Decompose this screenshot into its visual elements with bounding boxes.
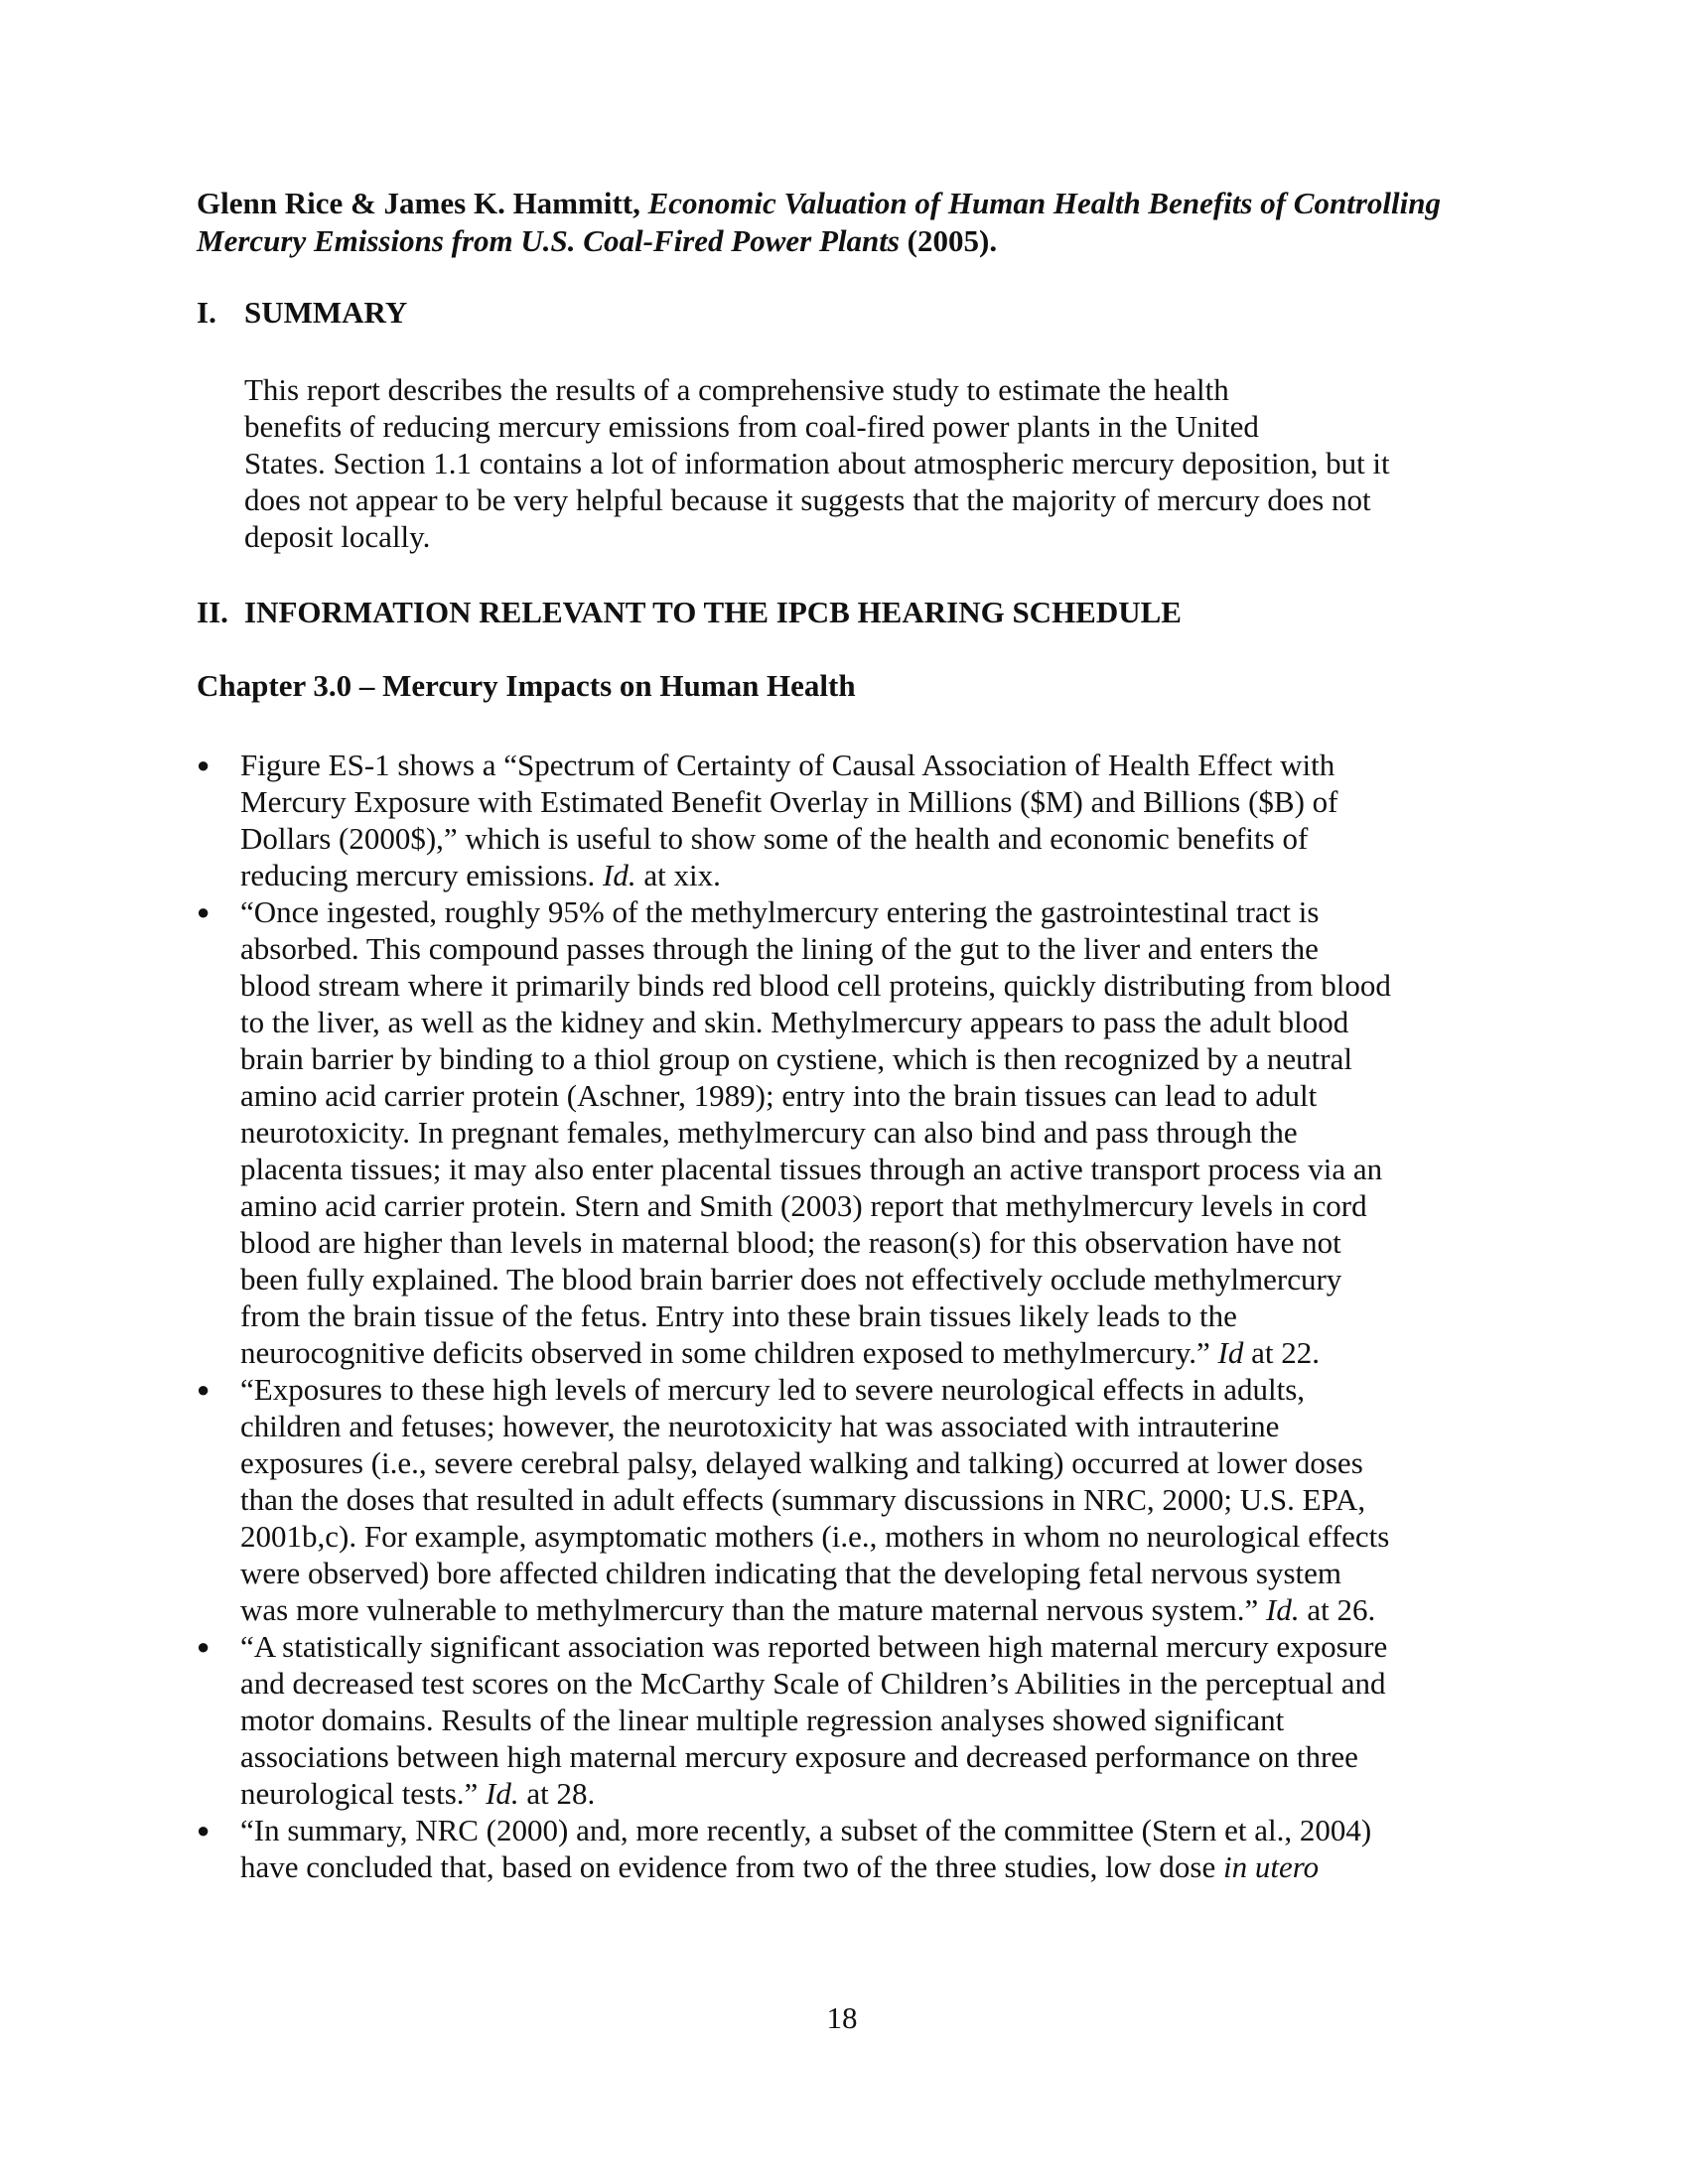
bullet-line	[240, 1848, 1487, 1885]
bullet-line: motor domains. Results of the linear multiple regression analyses showed significant	[240, 1703, 1285, 1737]
bullet-line: been fully explained. The blood brain barrier does not effectively occlude methylmercury	[240, 1262, 1342, 1297]
bullet-line	[240, 1775, 1487, 1812]
bullet-line	[240, 1591, 1487, 1628]
bullet-line: “Exposures to these high levels of mercury led to severe neurological effects in adults,	[240, 1372, 1306, 1407]
bullet-text: was more vulnerable to methylmercury than the mature maternal nervous system.”	[240, 1592, 1266, 1627]
citation-page: at xix.	[635, 858, 721, 892]
citation-reference: Id.	[603, 858, 636, 892]
paragraph-line: deposit locally.	[244, 519, 431, 554]
citation-page: at 28.	[518, 1776, 596, 1811]
citation-year: (2005).	[899, 223, 998, 258]
bullet-line: Mercury Exposure with Estimated Benefit Overlay in Millions ($M) and Billions ($B) of	[240, 784, 1338, 819]
bullet-icon: ●	[197, 1634, 210, 1659]
bullet-icon: ●	[197, 752, 210, 777]
chapter-heading: Chapter 3.0 – Mercury Impacts on Human Health	[197, 668, 856, 703]
summary-paragraph	[244, 371, 1475, 555]
bullet-line: children and fetuses; however, the neurotoxicity hat was associated with intrauterine	[240, 1409, 1280, 1443]
italic-phrase: in utero	[1222, 1849, 1320, 1884]
bullet-line	[240, 1334, 1487, 1371]
section-heading-information	[197, 594, 1182, 631]
bullet-line: brain barrier by binding to a thiol group on cystiene, which is then recognized by a neutral	[240, 1041, 1352, 1076]
bullet-line: amino acid carrier protein. Stern and Smith (2003) report that methylmercury levels in cord	[240, 1188, 1367, 1223]
bullet-icon: ●	[197, 1377, 210, 1402]
citation-title: Economic Valuation of Human Health Benefits of Controlling Mercury Emissions from U.S. Coal-Fired Power Plants	[197, 186, 1441, 258]
bullet-line: exposures (i.e., severe cerebral palsy, delayed walking and talking) occurred at lower doses	[240, 1445, 1363, 1480]
bullet-line: placenta tissues; it may also enter placental tissues through an active transport process via an	[240, 1152, 1383, 1186]
bullet-text: reducing mercury emissions.	[240, 858, 604, 892]
paragraph-line: does not appear to be very helpful because it suggests that the majority of mercury does not	[244, 482, 1371, 517]
bullet-text: neurological tests.”	[240, 1776, 487, 1811]
citation-reference: Id.	[486, 1776, 519, 1811]
section-heading-summary	[197, 294, 407, 332]
bullet-line: 2001b,c). For example, asymptomatic mothers (i.e., mothers in whom no neurological effects	[240, 1519, 1390, 1554]
bullet-line: “A statistically significant association was reported between high maternal mercury exposure	[240, 1629, 1388, 1664]
citation-reference: Id	[1217, 1335, 1244, 1370]
list-item	[197, 1812, 1487, 1885]
bullet-line: and decreased test scores on the McCarthy Scale of Children’s Abilities in the perceptual and	[240, 1666, 1386, 1701]
bullet-line: neurotoxicity. In pregnant females, methylmercury can also bind and pass through the	[240, 1115, 1298, 1150]
bullet-icon: ●	[197, 1818, 210, 1843]
citation-authors: Glenn Rice & James K. Hammitt,	[197, 186, 648, 220]
bullet-line: Dollars (2000$),” which is useful to show some of the health and economic benefits of	[240, 821, 1309, 856]
section-title: SUMMARY	[244, 295, 408, 330]
bullet-line: Figure ES-1 shows a “Spectrum of Certainty of Causal Association of Health Effect with	[240, 748, 1335, 782]
page-number: 18	[826, 2000, 858, 2035]
bullet-line	[240, 857, 1487, 893]
bullet-icon: ●	[197, 899, 210, 924]
section-number: II.	[197, 595, 228, 629]
list-item	[197, 893, 1487, 1371]
bullet-line: blood stream where it primarily binds red blood cell proteins, quickly distributing from blood	[240, 968, 1391, 1003]
bullet-line: to the liver, as well as the kidney and skin. Methylmercury appears to pass the adult blood	[240, 1005, 1349, 1039]
paragraph-line: benefits of reducing mercury emissions from coal-fired power plants in the United	[244, 409, 1259, 444]
citation-heading	[197, 185, 1448, 260]
section-number: I.	[197, 295, 216, 330]
bullet-line: associations between high maternal mercury exposure and decreased performance on three	[240, 1739, 1358, 1774]
citation-page: at 22.	[1243, 1335, 1320, 1370]
list-item	[197, 1628, 1487, 1812]
list-item	[197, 1371, 1487, 1628]
section-title: INFORMATION RELEVANT TO THE IPCB HEARING SCHEDULE	[244, 595, 1182, 629]
citation-reference: Id.	[1266, 1592, 1300, 1627]
bullet-text: neurocognitive deficits observed in some children exposed to methylmercury.”	[240, 1335, 1218, 1370]
list-item	[197, 747, 1487, 893]
bullet-line: than the doses that resulted in adult effects (summary discussions in NRC, 2000; U.S. EPA,	[240, 1482, 1366, 1517]
bullet-line: were observed) bore affected children indicating that the developing fetal nervous system	[240, 1556, 1341, 1590]
bullet-line: blood are higher than levels in maternal blood; the reason(s) for this observation have not	[240, 1225, 1341, 1260]
bullet-line: absorbed. This compound passes through the lining of the gut to the liver and enters the	[240, 931, 1319, 966]
bullet-line: from the brain tissue of the fetus. Entry into these brain tissues likely leads to the	[240, 1298, 1237, 1333]
citation-page: at 26.	[1299, 1592, 1376, 1627]
bullet-line: “In summary, NRC (2000) and, more recently, a subset of the committee (Stern et al., 2004)	[240, 1813, 1372, 1847]
paragraph-line: States. Section 1.1 contains a lot of information about atmospheric mercury deposition, but it	[244, 446, 1390, 480]
bullet-line: “Once ingested, roughly 95% of the methylmercury entering the gastrointestinal tract is	[240, 894, 1320, 929]
bullet-list	[197, 747, 1487, 1885]
paragraph-line: This report describes the results of a comprehensive study to estimate the health	[244, 372, 1229, 407]
bullet-text: have concluded that, based on evidence from two of the three studies, low dose	[240, 1849, 1223, 1884]
bullet-line: amino acid carrier protein (Aschner, 1989); entry into the brain tissues can lead to adult	[240, 1078, 1318, 1113]
